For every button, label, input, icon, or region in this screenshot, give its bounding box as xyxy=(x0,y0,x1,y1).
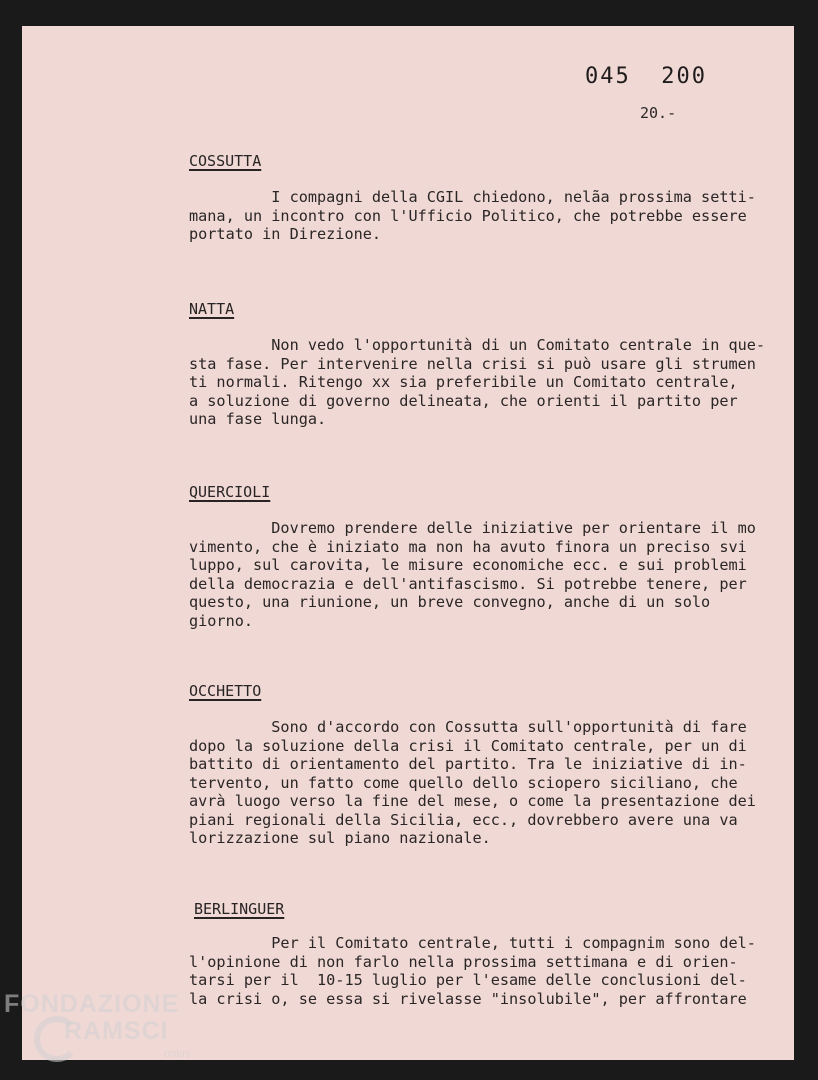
watermark-logo xyxy=(0,990,240,1070)
speaker-heading: BERLINGUER xyxy=(194,900,285,918)
section-body: Sono d'accordo con Cossutta sull'opportunità di fare dopo la soluzione della crisi il Comitato centrale, per un di battito di orientamento del partito. Tra le iniziative di in- tervento, un fatto come quello dello sciopero siciliano, che avrà luogo verso la fine del mese, o come la presentazione dei piani regionali della Sicilia, ecc., dovrebbero avere una va lorizzazione sul piano nazionale. xyxy=(189,718,756,847)
watermark-line-1: FONDAZIONE xyxy=(4,990,180,1018)
section-body: I compagni della CGIL chiedono, nelãa prossima setti- mana, un incontro con l'Ufficio Politico, che potrebbe essere portato in Direzione. xyxy=(189,188,756,243)
watermark-line-2: RAMSCI xyxy=(64,1017,169,1045)
section-body: Non vedo l'opportunità di un Comitato centrale in que- sta fase. Per intervenire nella crisi si può usare gli strumen ti normali. Ritengo xx sia preferibile un Comitato centrale, a soluzione di governo delineata, che orienti il partito per una fase lunga. xyxy=(189,336,766,428)
section-body: Per il Comitato centrale, tutti i compagnim sono del- l'opinione di non farlo nella prossima settimana e di orien- tarsi per il 10-15 luglio per l'esame delle conclusioni del- la crisi o, se essa si rivelasse "insolubile", per affrontare xyxy=(189,934,756,1008)
document-page xyxy=(22,26,794,1060)
archive-number: 045 200 xyxy=(585,64,707,89)
page-number: 20.- xyxy=(640,104,677,122)
speaker-heading: NATTA xyxy=(189,300,235,318)
section-body: Dovremo prendere delle iniziative per orientare il mo vimento, che è iniziato ma non ha avuto finora un preciso svi luppo, sul carovita, le misure economiche ecc. e sui problemi della democrazia e dell'antifascismo. Si potrebbe tenere, per questo, una riunione, un breve convegno, anche di un solo giorno. xyxy=(189,519,756,630)
speaker-heading: QUERCIOLI xyxy=(189,483,271,501)
speaker-heading: OCCHETTO xyxy=(189,682,262,700)
speaker-heading: COSSUTTA xyxy=(189,152,262,170)
watermark-line-3: onlus xyxy=(164,1048,191,1060)
